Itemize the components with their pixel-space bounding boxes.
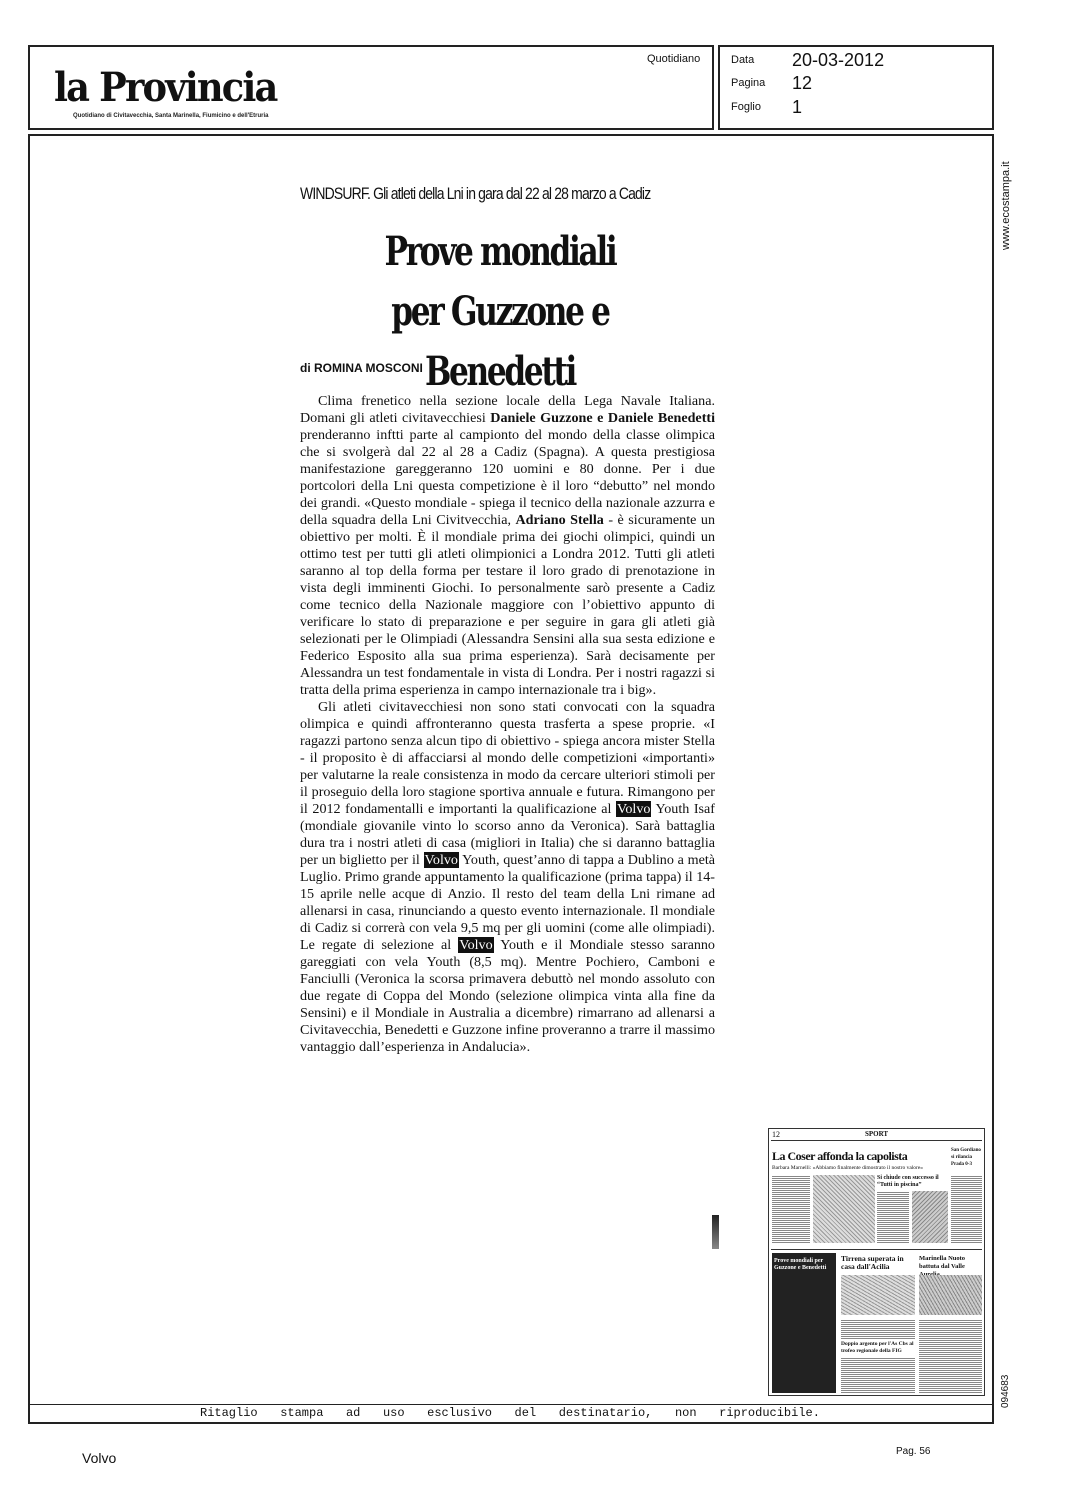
text-run: - è sicuramente un obiettivo per molti. È il mondiale prima dei giochi olimpici, quindi un ottimo test per tutti gli atleti olimpionici a Londra 2012. Tutti gli atleti saranno al top della forma per testare il loro grado di prenotazione in vista degli imminenti Giochi. Io personalmente sarò presente a Cadiz come tecnico della Nazionale maggiore con l’obiettivo appunto di verificare lo stato di preparazione e per seguire in gara gli atleti già selezionati per le Olimpiadi (Alessandra Sensini alla sua sesta edizione e Federico Esposito alla sua prima esperienza). Sarà decisamente per Alessandra un test fondamentale in vista di Londra. Per i nostri ragazzi si tratta della prima esperienza in campo internazionale tra i big».: [300, 512, 715, 698]
thumb-photo: [919, 1275, 982, 1315]
meta-label-pagina: Pagina: [731, 77, 766, 89]
text-run: Youth, quest’anno di tappa a Dublino a metà Luglio. Primo grande appuntamento la qualificazione (prima tappa) il 14-15 aprile nelle acque di Anzio. Il resto del team della Lni rimane ad allenarsi in casa, rinunciando a questo evento internazionale. Il mondiale di Cadiz si correrà con vela 9,5 mq per gli uomini (come alle olimpiadi). Le regate di selezione al: [300, 852, 715, 953]
headline-line-2: per Guzzone e Benedetti: [391, 288, 609, 395]
text-run: Gli atleti civitavecchiesi non sono stati convocati con la squadra olimpica e quindi affronteranno questa trasferta a spese proprie. «I ragazzi partono senza alcun tipo di obiettivo - spiega ancora mister Stella - il proposito è di affacciarsi al mondo delle competizioni «importanti» per valutarne la reale consistenza in modo da cercare ulteriori stimoli per il proseguio della loro stagione sportiva annuale e futura. Rimangono per il 2012 fondamentalli e importanti la qualificazione al: [300, 699, 715, 817]
thumb-story-text: Doppio argento per l'As Cbs al trofeo regionale della FIG: [841, 1341, 914, 1354]
reproduction-notice: [200, 1406, 820, 1420]
thumb-box-headline: [877, 1175, 943, 1189]
thumb-photo: [841, 1275, 915, 1315]
thumb-text-column: [919, 1319, 982, 1393]
notice-word: del: [514, 1406, 537, 1420]
text-run: prenderanno inftti parte al campionto del mondo della classe olimpica che si svolgerà dal 22 al 28 a Cadiz (Spagna). A questa prestigiosa manifestazione gareggeranno 120 uomini e 80 donne. Per i due portcolori della Lni questa competizione è il loro “debutto” nel mondo dei grandi. «Questo mondiale - spiega il tecnico della nazionale azzurra e della squadra della Lni Civitvecchia,: [300, 427, 715, 528]
article-kicker: WINDSURF. Gli atleti della Lni in gara dal 22 al 28 marzo a Cadiz: [300, 184, 651, 203]
text-run: Youth e il Mondiale stesso saranno gareggiati con vela Youth (8,5 mq). Mentre Pochiero, Camboni e Fanciulli (Veronica la scorsa primavera debuttò nel mondo assoluto con due regate di Coppa del Mondo (selezione olimpica vinta alla fine da Sensini) e il Mondiale in Australia a dicembre) rimarrano ad allenarsi a Civitavecchia, Benedetti e Guzzone infine proveranno a trarre il massimo vantaggio dall’esperienza in Andalucia».: [300, 937, 715, 1055]
article-paragraph: [300, 393, 715, 699]
clipping-code: 094683: [1000, 1374, 1011, 1408]
thumb-main-headline: La Coser affonda la capolista: [772, 1149, 908, 1163]
thumb-side-text: San Gordiano si rilancia Prada 0-3: [951, 1148, 981, 1167]
notice-word: uso: [382, 1406, 405, 1420]
thumb-story-text: Marinella Nuoto battuta dal Valle: [919, 1255, 966, 1270]
thumb-story-text: Tirrena superata in casa dall'Acilia: [841, 1254, 904, 1271]
publication-type: Quotidiano: [647, 53, 701, 65]
thumb-story-1: [774, 1258, 834, 1272]
thumb-highlight-article: [772, 1253, 836, 1393]
notice-word: riproducibile.: [719, 1406, 820, 1420]
meta-value-data: 20-03-2012: [792, 50, 885, 70]
newspaper-logo: la Provincia: [54, 64, 277, 111]
page-number: Pag. 56: [896, 1446, 931, 1457]
thumb-photo: [912, 1191, 948, 1243]
thumb-text-column: [951, 1175, 982, 1243]
thumb-text-column: [841, 1357, 915, 1393]
thumb-text-column: [877, 1191, 909, 1243]
highlighted-keyword: Volvo: [617, 801, 651, 817]
thumb-section: SPORT: [865, 1130, 889, 1138]
highlighted-keyword: Volvo: [459, 937, 493, 953]
article-headline: [328, 222, 671, 402]
thumb-rule: [771, 1140, 982, 1141]
source-url: www.ecostampa.it: [1000, 161, 1012, 250]
thumb-photo: [813, 1175, 875, 1243]
thumb-text-column: [841, 1319, 915, 1339]
article-body: [300, 393, 715, 1056]
thumb-story-4: [841, 1341, 915, 1355]
meta-label-data: Data: [731, 54, 755, 66]
coach-name: Adriano Stella: [515, 512, 604, 528]
article-paragraph: [300, 699, 715, 1056]
thumb-story-2: [841, 1255, 915, 1271]
notice-word: non: [674, 1406, 697, 1420]
text-run: Youth Isaf (mondiale giovanile vinto lo scorso anno da Veronica). Sarà battaglia dura tra i nostri atleti di casa (migliori in Italia) che si daranno battaglia per un biglietto per il: [300, 801, 715, 868]
meta-value-foglio: 1: [792, 97, 803, 117]
highlighted-keyword: Volvo: [424, 852, 458, 868]
athletes-names: Daniele Guzzone e Daniele Benedetti: [490, 410, 715, 426]
end-marker: [712, 1215, 719, 1249]
page-thumbnail: [768, 1128, 985, 1396]
meta-label-foglio: Foglio: [731, 101, 761, 113]
thumb-rule: [771, 1249, 982, 1250]
client-brand: Volvo: [82, 1450, 117, 1466]
notice-word: ad: [345, 1406, 361, 1420]
notice-word: Ritaglio: [200, 1406, 258, 1420]
thumb-subheadline: Barbara Marnelli: «Abbiamo finalmente dimostrato il nostro valore»: [772, 1165, 924, 1171]
notice-word: destinatario,: [558, 1406, 653, 1420]
meta-value-pagina: 12: [792, 73, 813, 93]
thumb-story-text: Prove mondiali per Guzzone e Benedetti: [774, 1258, 827, 1271]
notice-divider: [28, 1404, 994, 1405]
logo-subtitle: Quotidiano di Civitavecchia, Santa Marinella, Fiumicino e dell'Etruria: [73, 113, 269, 119]
thumb-side-headline: [951, 1147, 984, 1168]
headline-line-1: Prove mondiali: [384, 228, 616, 275]
notice-word: esclusivo: [427, 1406, 492, 1420]
notice-word: stampa: [280, 1406, 324, 1420]
thumb-box-text: Si chiude con successo il “Tutti in piscina”: [877, 1175, 939, 1188]
article-byline: di ROMINA MOSCONI: [300, 361, 423, 375]
thumb-page-number: 12: [772, 1130, 780, 1139]
text-run: Clima frenetico nella sezione locale della Lega Navale Italiana. Domani gli atleti civitavecchiesi: [300, 393, 715, 426]
thumb-text-column: [772, 1175, 810, 1243]
